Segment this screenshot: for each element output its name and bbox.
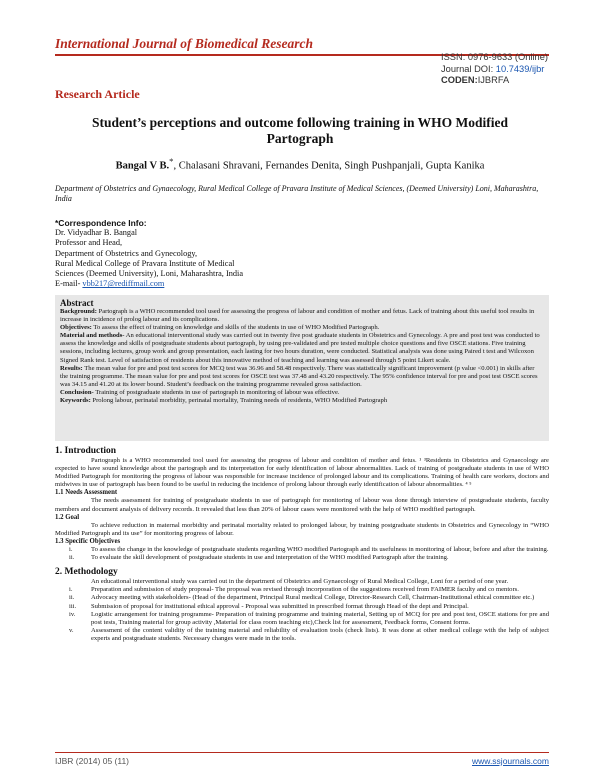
correspondence-line: Department of Obstetrics and Gynecology, xyxy=(55,248,198,258)
section-heading-introduction: 1. Introduction xyxy=(55,446,117,456)
method-item: iii. Submission of proposal for institutional ethical approval - Proposal was submitted in prescribed format through Head of the dept and Principal. xyxy=(69,602,469,610)
coden: CODEN:IJBRFA xyxy=(441,75,510,85)
email-link[interactable]: vbb217@rediffmail.com xyxy=(82,279,165,289)
article-body xyxy=(55,446,549,643)
abstract-objectives: Objectives: To assess the effect of training on knowledge and skills of the students in use of WHO Modified Partograph. xyxy=(60,324,380,332)
correspondence-info xyxy=(55,218,355,289)
email-line: E-mail- vbb217@rediffmail.com xyxy=(55,279,165,289)
method-item: i. Preparation and submission of study proposal- The proposal was revised through incorporation of the suggestions received from FAIMER faculty and co mentors. xyxy=(69,586,519,594)
journal-identifiers xyxy=(441,52,548,87)
abstract-results: Results: The mean value for pre and post test scores for MCQ test was 36.96 and 58.48 respectively. There was statistically significant improvement (p value <0.001) in skills after the training programme. The mean value for pre and post test scores for OSCE test was 37.48 and 43.20 respectively. The 95% confidence interval for pre and post test OSCE scores was 34.15 and 41.20 at its lower bound. Student’s feedback on the training programme revealed gross satisfaction. xyxy=(60,364,538,388)
journal-title: International Journal of Biomedical Research xyxy=(55,36,314,51)
objective-item: ii. To evaluate the skill development of postgraduate students in use and interpretation of the WHO modified Partograph after the training. xyxy=(69,554,449,562)
correspondence-line: Sciences (Deemed University), Loni, Maharashtra, India xyxy=(55,269,243,279)
subsection-heading-objectives: 1.3 Specific Objectives xyxy=(55,537,121,545)
footer-website-link[interactable]: www.ssjournals.com xyxy=(472,756,549,766)
footer-rule xyxy=(55,752,549,753)
section-heading-methodology: 2. Methodology xyxy=(55,567,118,578)
method-item: v. Assessment of the content validity of the training material and reliability of evaluation tools (check lists). It was done at other medical college with the help of subject experts and postgraduate students. Necessary changes were made in the tools. xyxy=(69,626,549,642)
goal-paragraph: To achieve reduction in maternal morbidity and perinatal mortality related to prolonged labour, by training postgraduate students in Obstetrics and Gynecology in “WHO Modified Partograph and its use” for monitoring progress of labour. xyxy=(55,521,549,537)
correspondence-line: Dr. Vidyadhar B. Bangal xyxy=(55,228,138,238)
subsection-heading-goal: 1.2 Goal xyxy=(55,513,80,521)
intro-paragraph: Partograph is a WHO recommended tool used for assessing the progress of labour and condition of mother and fetus. ¹ ³Residents in Obstetrics and Gynaecology are expected to have sound knowledge about the partograph and its interpretation for early identification of labour abnormalities. Lack of training of postgraduate students in use of WHO Modified Partograph for monitoring the progress of labour was responsible for increase incidence of prolonged labour and its complications. Training of health care workers, doctors and midwives in use of partograph has been found to be useful in reducing the incidence of prolong labour through early identification of labour abnormalities. ⁴ ⁵ xyxy=(55,457,549,489)
subsection-heading-needs: 1.1 Needs Assessment xyxy=(55,489,118,497)
paper-title: Student’s perceptions and outcome following training in WHO Modified Partograph xyxy=(91,115,509,146)
correspondence-line: Rural Medical College of Pravara Institute of Medical xyxy=(55,258,235,268)
lead-author: Bangal V B. xyxy=(115,160,170,172)
authors xyxy=(55,156,545,172)
correspondence-heading: *Correspondence Info: xyxy=(55,218,147,228)
needs-paragraph: The needs assessment for training of postgraduate students in use of partograph for monitoring of labour was done through interview of postgraduate students, faculty members and document analysis of delivery records. It revealed that less than 20% of labour cases were monitored with the help of WHO modified partograph. xyxy=(55,497,549,513)
abstract-box xyxy=(55,295,549,441)
issn: ISSN: 0976-9633 (Online) xyxy=(441,52,548,62)
objective-item: i. To assess the change in the knowledge of postgraduate students regarding WHO modified Partograph and its usefulness in monitoring of labour, before and after the training. xyxy=(69,546,549,554)
doi-link[interactable]: 10.7439/ijbr xyxy=(495,63,545,74)
article-type: Research Article xyxy=(55,87,140,101)
corresponding-mark: * xyxy=(169,156,174,166)
abstract-background: Background: Partograph is a WHO recommended tool used for assessing the progress of labour and condition of mother and fetus. Lack of training about this useful tool results in increase in incidence of prolog labour and its complications. xyxy=(60,308,535,324)
affiliation: Department of Obstetrics and Gynaecology, Rural Medical College of Pravara Institute of Medical Sciences, (Deemed University) Loni, Maharashtra, India xyxy=(55,184,539,203)
method-item: ii. Advocacy meeting with stakeholders- (Head of the department, Principal Rural medical College, Director-Research Cell, Chairman-Institutional ethical committee etc.) xyxy=(69,594,535,602)
abstract-heading: Abstract xyxy=(60,298,94,308)
method-item: iv. Logistic arrangement for training programme- Preparation of training programme and training material, Setting up of MCQ for pre and post test, OSCE stations for pre and post tests, Training material for group activity ,Material for class room teaching etc),Check list for assessment, Feedback forms, Consent forms. xyxy=(69,610,549,626)
correspondence-line: Professor and Head, xyxy=(55,238,123,248)
abstract-keywords: Keywords: Prolong labour, perinatal morbidity, perinatal mortality, Training needs of residents, WHO Modified Partograph xyxy=(60,397,388,405)
footer-citation: IJBR (2014) 05 (11) xyxy=(55,756,130,766)
journal-doi: Journal DOI: 10.7439/ijbr xyxy=(441,63,545,74)
co-authors: , Chalasani Shravani, Fernandes Denita, Singh Pushpanjali, Gupta Kanika xyxy=(173,160,485,172)
abstract-methods: Material and methods- An educational interventional study was carried out in twenty five post graduate students in Obstetrics and Gynecology. A pre and post test was conducted to assess the knowledge and skills of postgraduate students about partograph, by using pre-validated and pre tested multiple choice questions and five OSCE stations. Five training sessions, including lectures, group work and group presentation, each lasting for two hours duration, were conducted. Statistical analysis was done using Paired t test and Wilcoxon Signed Rank test. Level of satisfaction of residents about this innovative method of teaching and learning was assessed through 5 point Likert scale. xyxy=(60,332,540,364)
method-paragraph: An educational interventional study was carried out in the department of Obstetrics and Gynaecology of Rural Medical College, Loni for a period of one year. xyxy=(91,578,509,586)
abstract-conclusion: Conclusion- Training of postgraduate students in use of partograph in monitoring of labour was effective. xyxy=(60,388,340,396)
